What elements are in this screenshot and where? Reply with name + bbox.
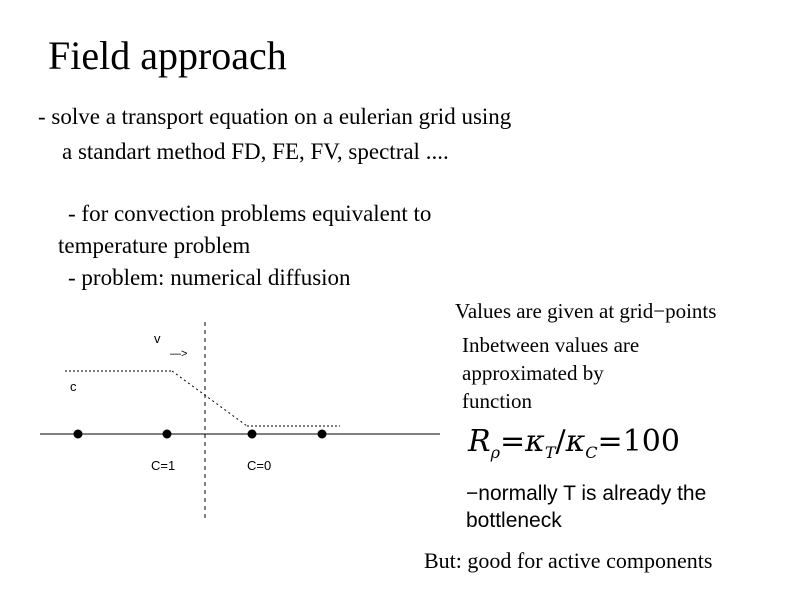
note-approximated: approximated by xyxy=(462,361,604,385)
grid-point xyxy=(74,430,83,439)
formula-value: 100 xyxy=(622,424,680,459)
formula-kappa-t-sub: T xyxy=(544,443,556,462)
formula-eq2: = xyxy=(597,424,623,459)
grid-diagram xyxy=(0,300,460,530)
slide-title: Field approach xyxy=(48,33,287,78)
remark-bottleneck-cont: bottleneck xyxy=(466,509,562,532)
formula-kappa-t: κ xyxy=(525,424,545,459)
remark-bottleneck: −normally T is already the xyxy=(466,482,707,505)
grid-point xyxy=(163,430,172,439)
grid-point xyxy=(248,430,257,439)
note-inbetween: Inbetween values are xyxy=(462,333,640,357)
bullet-numerical-diffusion: - problem: numerical diffusion xyxy=(68,265,351,290)
formula-kappa-c-sub: C xyxy=(585,443,598,462)
left-value-label: C=1 xyxy=(151,458,176,473)
conclusion: But: good for active components xyxy=(424,548,713,573)
bullet-convection-cont: temperature problem xyxy=(58,233,251,258)
formula-eq: = xyxy=(500,424,526,459)
note-grid-points: Values are given at grid−points xyxy=(455,299,717,323)
formula-slash: / xyxy=(555,424,566,459)
bullet-convection: - for convection problems equivalent to xyxy=(68,201,432,226)
formula-kappa-c: κ xyxy=(565,424,586,459)
velocity-arrow: —> xyxy=(170,348,188,360)
velocity-label: v xyxy=(154,331,161,346)
note-function: function xyxy=(462,389,532,413)
formula-r: R xyxy=(468,424,491,459)
right-value-label: C=0 xyxy=(247,458,272,473)
concentration-label: c xyxy=(70,379,77,394)
bullet-eulerian-grid: - solve a transport equation on a eulerian grid using xyxy=(38,104,512,129)
grid-point xyxy=(318,430,327,439)
bullet-eulerian-grid-cont: a standart method FD, FE, FV, spectral .... xyxy=(62,139,449,164)
formula-r-sub: ρ xyxy=(490,443,500,462)
lewis-ratio-formula xyxy=(468,424,680,462)
profile-slope xyxy=(172,371,247,426)
